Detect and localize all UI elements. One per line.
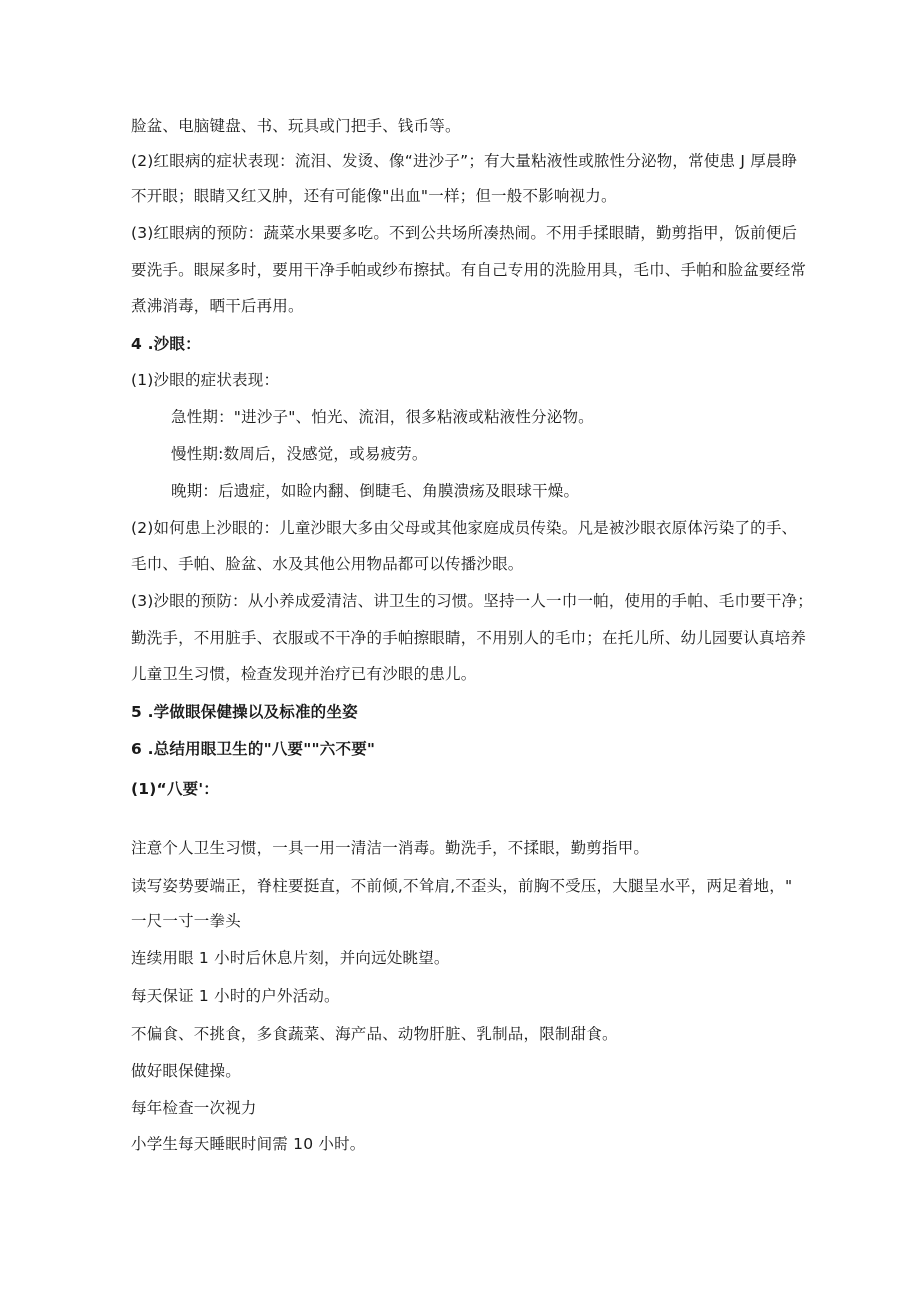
text-line: 晚期：后遗症，如睑内翻、倒睫毛、角膜溃疡及眼球干燥。 (171, 482, 580, 500)
section-heading: 5 .学做眼保健操以及标准的坐姿 (131, 703, 358, 721)
list-item: 注意个人卫生习惯，一具一用一清洁一消毒。勤洗手，不揉眼，勤剪指甲。 (131, 839, 650, 857)
text-line: 慢性期:数周后，没感觉，或易疲劳。 (171, 445, 428, 463)
text-line: 毛巾、手帕、脸盆、水及其他公用物品都可以传播沙眼。 (131, 555, 524, 573)
text-line: (3)沙眼的预防：从小养成爱清洁、讲卫生的习惯。坚持一人一巾一帕，使用的手帕、毛巾要干净； (131, 592, 813, 610)
text-line: 要洗手。眼屎多时，要用干净手帕或纱布擦拭。有自己专用的洗脸用具，毛巾、手帕和脸盆要经常 (131, 261, 807, 279)
list-item: 连续用眼 1 小时后休息片刻，并向远处眺望。 (131, 949, 450, 967)
list-item: 做好眼保健操。 (131, 1062, 241, 1080)
list-item: 每天保证 1 小时的户外活动。 (131, 987, 340, 1005)
text-line: 煮沸消毒，晒干后再用。 (131, 297, 304, 315)
text-line: (2)红眼病的症状表现：流泪、发烫、像“进沙子”；有大量粘液性或脓性分泌物，常使患 J 厚晨睁 (131, 152, 798, 170)
list-item: 小学生每天睡眠时间需 10 小时。 (131, 1135, 366, 1153)
text-line: 不开眼；眼睛又红又肿，还有可能像"出血"一样；但一般不影响视力。 (131, 187, 617, 205)
list-item: 一尺一寸一拳头 (131, 912, 241, 930)
text-line: 脸盆、电脑键盘、书、玩具或门把手、钱币等。 (131, 117, 461, 135)
list-item: 读写姿势要端正，脊柱要挺直，不前倾,不耸肩,不歪头，前胸不受压，大腿呈水平，两足着地，" (131, 877, 793, 895)
text-line: 勤洗手，不用脏手、衣服或不干净的手帕擦眼睛，不用别人的毛巾；在托儿所、幼儿园要认真培养 (131, 629, 807, 647)
sub-heading: (1)“八要'： (131, 780, 219, 798)
text-line: 急性期："进沙子"、怕光、流泪，很多粘液或粘液性分泌物。 (171, 408, 594, 426)
text-line: (2)如何患上沙眼的：儿童沙眼大多由父母或其他家庭成员传染。凡是被沙眼衣原体污染了的手、 (131, 519, 798, 537)
text-line: 儿童卫生习惯，检查发现并治疗已有沙眼的患儿。 (131, 665, 477, 683)
text-line: (3)红眼病的预防：蔬菜水果要多吃。不到公共场所凑热闹。不用手揉眼睛，勤剪指甲，饭前便后 (131, 224, 798, 242)
list-item: 每年检查一次视力 (131, 1099, 257, 1117)
section-heading: 6 .总结用眼卫生的"八要""六不要" (131, 740, 376, 758)
text-line: (1)沙眼的症状表现： (131, 371, 280, 389)
list-item: 不偏食、不挑食，多食蔬菜、海产品、动物肝脏、乳制品，限制甜食。 (131, 1025, 618, 1043)
section-heading: 4 .沙眼： (131, 335, 201, 353)
